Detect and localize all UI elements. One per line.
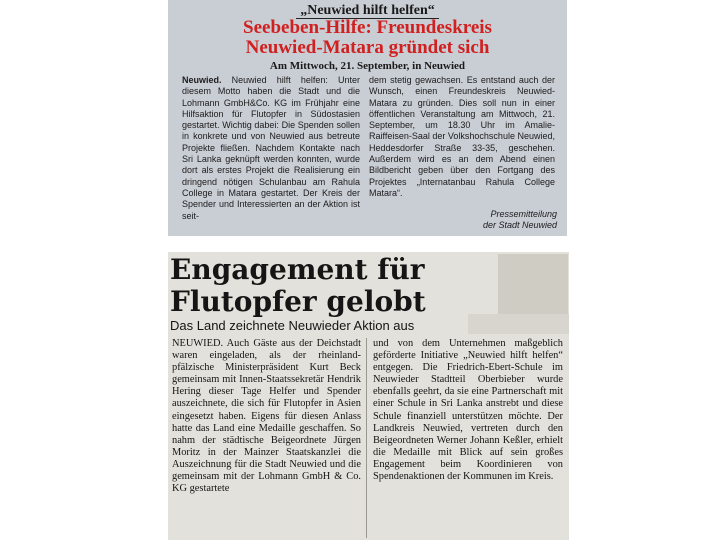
article-column-left: NEUWIED. Auch Gäste aus der Deichstadt waren eingeladen, als der rheinland-pfälzische Ministerpräsident Kurt Beck gemeinsam mit Innen-Staatssekretär Hendrik Hering dieser Tage Helfer und Spender auszeichnete, die sich für Flutopfer in Asien eingesetzt haben. Eigens für diesen Anlass hatte das Land eine Medaille geschaffen. So nahm der städtische Beigeordnete Jürgen Moritz in der Mainzer Staatskanzlei die Auszeichnung für die Stadt Neuwied und die gemeinsam mit der Lohmann GmbH & Co. KG gestartete [172, 338, 361, 495]
credit-line-2: der Stadt Neuwied [482, 220, 557, 230]
article-headline [168, 18, 567, 58]
headline-line-1: Seebeben-Hilfe: Freundeskreis [243, 17, 492, 38]
newspaper-clipping-engagement [168, 252, 569, 540]
article-dateline: Am Mittwoch, 21. September, in Neuwied [269, 60, 466, 72]
background-photo-fragment [498, 254, 568, 314]
newspaper-clipping-seebeben-hilfe [168, 0, 567, 236]
article-headline [170, 254, 426, 318]
article-column-right: dem stetig gewachsen. Es entstand auch der Wunsch, einen Freundeskreis Neuwied-Matara zu gründen. Dies soll nun in einer öffentlichen Veranstaltung am Mittwoch, 21. September, um 18.30 Uhr im Amalie-Raiffeisen-Saal der Volkshochschule Neuwied, Heddesdorfer Straße 33-35, geschehen. Außerdem wird es an dem Abend einen Bildbericht geben über den Fortgang des Projektes „Internatanbau Rahula College Matara“. [369, 75, 555, 198]
article-column-right: und von dem Unternehmen maßgeblich geförderte Initiative „Neuwied hilft helfen“ entgegen. Die Friedrich-Ebert-Schule im Neuwieder Stadtteil Oberbieber wurde ebenfalls geehrt, da sie eine Partnerschaft mit einer Schule in Sri Lanka anstrebt und diese Schule finanziell unterstützen möchte. Der Landkreis Neuwied, vertreten durch den Beigeordneten Werner Johann Keßler, erhielt die Medaille mit Blick auf sein großes Engagement beim Koordinieren von Spendenaktionen der Kommunen im Kreis. [373, 338, 563, 483]
article-subheadline: Das Land zeichnete Neuwieder Aktion aus [170, 318, 415, 333]
headline-line-1: Engagement für [170, 253, 425, 286]
headline-line-2: Neuwied-Matara gründet sich [245, 37, 490, 58]
background-photo-fragment [468, 314, 569, 334]
lead-place: Neuwied. [182, 75, 222, 85]
article-credit [483, 209, 557, 231]
column-text: Neuwied hilft helfen: Unter diesem Motto haben die Stadt und die Lohmann GmbH&Co. KG im Frühjahr eine Hilfsaktion für Flutopfer in Südostasien gestartet. Wichtig dabei: Die Spenden sollen in konkrete und von Neuwied aus betreute Projekte fließen. Nachdem Kontakte nach Sri Lanka geknüpft werden konnten, wurde dort als erstes Projekt die Realisierung ein dringend nötigen Schulanbau am Rahula College in Matara gestartet. Der Kreis der Spender und Interessierten an der Aktion ist seit- [182, 75, 360, 221]
article-kicker: „Neuwied hilft helfen“ [168, 3, 567, 19]
credit-line-1: Pressemitteilung [490, 209, 557, 219]
article-column-left [182, 75, 360, 222]
column-divider [366, 338, 367, 538]
headline-line-2: Flutopfer gelobt [170, 285, 426, 318]
